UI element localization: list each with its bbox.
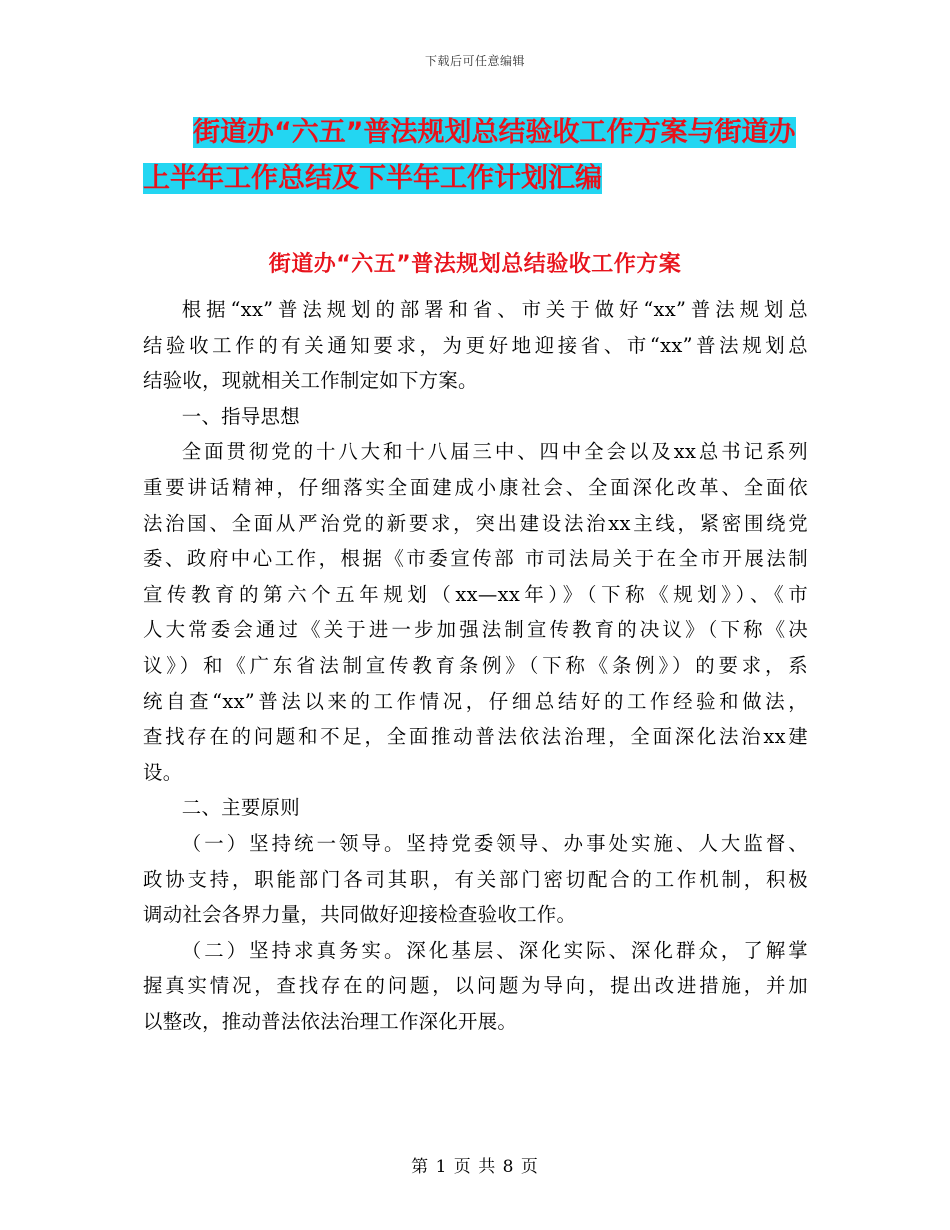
text-line: 委、政府中心工作，根据《市委宣传部 市司法局关于在全市开展法制 xyxy=(143,547,808,571)
heading-main-principles xyxy=(143,790,808,826)
text-line: 人大常委会通过《关于进一步加强法制宣传教育的决议》（下称《决 xyxy=(143,618,808,642)
paragraph xyxy=(143,434,808,790)
document-body xyxy=(143,292,808,1039)
document-title-line-1 xyxy=(143,110,843,156)
text-line: 重要讲话精神，仔细落实全面建成小康社会、全面深化改革、全面依 xyxy=(143,475,808,499)
paragraph xyxy=(143,933,808,1040)
text-line: 二、主要原则 xyxy=(181,796,300,820)
text-line: 结验收，现就相关工作制定如下方案。 xyxy=(143,369,478,393)
title-highlight-2: 上半年工作总结及下半年工作计划汇编 xyxy=(143,163,602,194)
text-line: 政协支持，职能部门各司其职，有关部门密切配合的工作机制，积极 xyxy=(143,867,808,891)
paragraph xyxy=(143,826,808,933)
text-line: （二）坚持求真务实。深化基层、深化实际、深化群众，了解掌 xyxy=(181,938,808,962)
text-line: （一）坚持统一领导。坚持党委领导、办事处实施、人大监督、 xyxy=(181,831,808,855)
text-line: 握真实情况，查找存在的问题，以问题为导向，提出改进措施，并加 xyxy=(143,974,808,998)
title-highlight-1: 街道办“六五”普法规划总结验收工作方案与街道办 xyxy=(193,117,796,148)
text-line: 议》）和《广东省法制宣传教育条例》（下称《条例》）的要求，系 xyxy=(143,653,808,677)
heading-guiding-ideology xyxy=(143,399,808,435)
text-line: 统自查“xx”普法以来的工作情况，仔细总结好的工作经验和做法， xyxy=(143,689,808,713)
text-line: 以整改，推动普法依法治理工作深化开展。 xyxy=(143,1009,518,1033)
header-note: 下载后可任意编辑 xyxy=(424,54,525,68)
text-line: 根据“xx”普法规划的部署和省、市关于做好“xx”普法规划总 xyxy=(181,298,808,321)
text-line: 一、指导思想 xyxy=(181,404,300,428)
document-title-line-2 xyxy=(143,156,843,202)
text-line: 调动社会各界力量，共同做好迎接检查验收工作。 xyxy=(143,903,577,927)
section-heading: 街道办“六五”普法规划总结验收工作方案 xyxy=(268,252,682,277)
text-line: 结验收工作的有关通知要求，为更好地迎接省、市“xx”普法规划总 xyxy=(143,333,808,357)
text-line: 全面贯彻党的十八大和十八届三中、四中全会以及xx总书记系列 xyxy=(181,440,808,464)
text-line: 宣传教育的第六个五年规划（xx—xx年）》（下称《规划》）、《市 xyxy=(143,582,808,606)
document-title xyxy=(143,110,843,202)
text-line: 设。 xyxy=(143,760,183,784)
page-number: 第 1 页 共 8 页 xyxy=(411,1157,539,1177)
text-line: 法治国、全面从严治党的新要求，突出建设法治xx主线，紧密围绕党 xyxy=(143,511,808,535)
paragraph xyxy=(143,292,808,399)
text-line: 查找存在的问题和不足，全面推动普法依法治理，全面深化法治xx建 xyxy=(143,725,808,749)
